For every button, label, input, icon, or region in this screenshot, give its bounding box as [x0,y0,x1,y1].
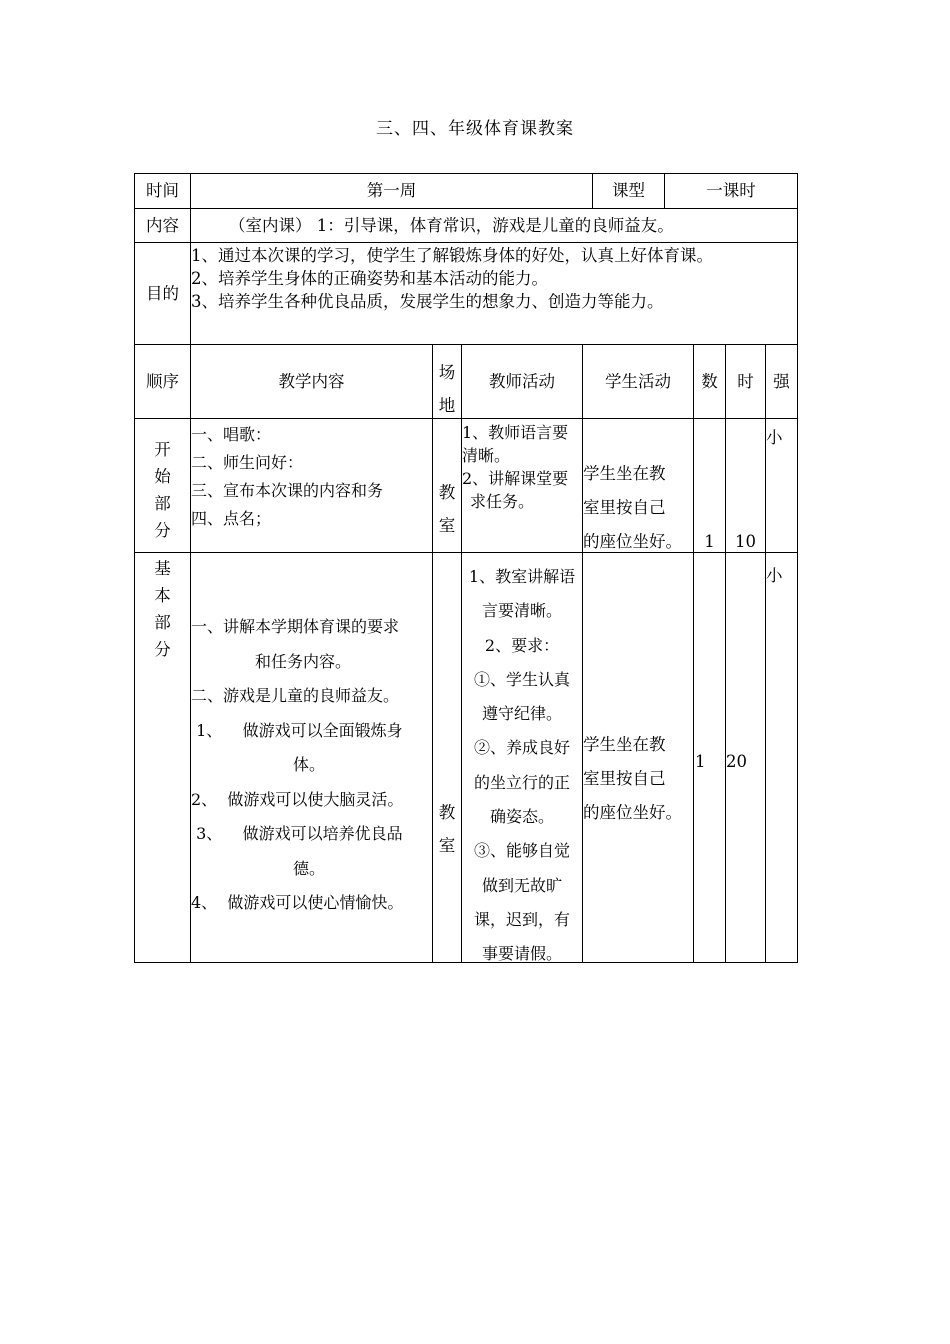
list-item: 室里按自己 [583,769,666,788]
table-row-main-student [583,728,693,830]
list-item: 的座位坐好。 [583,803,682,822]
list-item: 事要请假。 [481,944,562,964]
list-item: 学生坐在教 [583,735,666,754]
col-divider-venue [432,344,433,963]
list-item: 遵守纪律。 [481,704,562,724]
table-row-main-teacher [462,560,582,972]
list-item: 和任务内容。 [255,651,352,671]
table-row-start-order [135,436,190,544]
list-item: 做到无故旷 [481,875,562,895]
list-item: ②、养成良好 [473,738,570,758]
table-border-right [797,173,798,963]
table-row-main-intensity: 小 [766,566,783,585]
goal-item: 2、培养学生身体的正确姿势和基本活动的能力。 [191,269,548,288]
row-divider-content [134,242,798,243]
col-divider-count [693,344,694,963]
table-row-start-student [583,457,693,559]
list-item: 2、要求： [484,635,560,655]
col-header-student: 学生活动 [605,371,671,391]
table-row-main-venue [433,796,461,862]
row-divider-header [134,418,798,419]
table-row-main-time: 20 [726,752,747,771]
list-item: 2、 做游戏可以使大脑灵活。 [191,789,404,809]
list-item: 二、游戏是儿童的良师益友。 [191,686,400,705]
list-item: ③、能够自觉 [473,841,570,861]
list-item: 确姿态。 [489,807,554,827]
list-item: 1、 做游戏可以全面锻炼身 [191,720,403,740]
lesson-type-label: 课型 [612,181,645,200]
goal-item: 3、培养学生各种优良品质，发展学生的想象力、创造力等能力。 [191,292,664,311]
content-label: 内容 [146,215,179,235]
order-char: 部 [154,494,171,513]
venue-char: 室 [438,836,456,855]
list-item: 一、讲解本学期体育课的要求 [191,617,400,636]
list-item: 一、唱歌： [191,425,272,444]
table-row-main-content [191,610,432,921]
list-item: 二、师生问好： [191,453,304,472]
col-header-teacher: 教师活动 [489,371,555,391]
list-item: 室里按自己 [583,498,666,517]
table-row-start-count: 1 [704,532,715,551]
list-item: 体。 [293,755,326,774]
list-item: 学生坐在教 [583,464,666,483]
list-item: 4、 做游戏可以使心情愉快。 [191,893,404,912]
col-header-venue-char: 场 [438,363,456,382]
table-row-start-intensity: 小 [766,428,783,447]
list-item: 课，迟到，有 [473,909,570,929]
table-row-start-teacher [462,421,582,513]
table-row-start-time: 10 [735,532,756,551]
list-item: 言要清晰。 [481,601,562,621]
order-char: 分 [154,521,171,540]
col-header-order: 顺序 [146,371,179,391]
list-item: 的座位坐好。 [583,532,682,551]
list-item: 四、点名； [191,509,272,528]
list-item: 3、 做游戏可以培养优良品 [191,824,403,843]
table-row-main-order [135,555,190,663]
goal-list [191,246,797,312]
list-item: 1、教室讲解语 [468,567,576,586]
time-value: 第一周 [366,181,417,200]
table-row-main-count: 1 [695,752,706,771]
list-item: 求任务。 [470,492,535,511]
list-item: 1、教师语言要 [462,423,569,442]
col-header-intensity: 强 [773,371,790,391]
venue-char: 室 [438,516,456,535]
table-row-start-content [191,421,432,533]
venue-char: 教 [438,483,456,502]
lesson-type-value: 一课时 [706,181,756,200]
col-divider-student [582,344,583,963]
list-item: 清晰。 [462,446,511,465]
list-item: 的坐立行的正 [473,772,570,792]
list-item: 三、宣布本次课的内容和务 [191,481,384,500]
list-item: ①、学生认真 [473,669,570,689]
col-header-venue-char: 地 [438,396,456,415]
list-item: 2、讲解课堂要 [462,469,569,488]
goal-item: 1、通过本次课的学习，使学生了解锻炼身体的好处，认真上好体育课。 [191,246,713,265]
order-char: 部 [154,613,171,632]
goal-label: 目的 [146,283,179,303]
order-char: 分 [154,640,171,659]
page-title: 三、四、年级体育课教案 [376,119,574,139]
table-row-start-venue [433,476,461,542]
col-header-venue [433,356,461,422]
col-header-count: 数 [701,371,718,391]
order-char: 始 [154,467,171,486]
col-divider-time [725,344,726,963]
order-char: 开 [154,440,171,459]
order-char: 基 [154,559,171,578]
order-char: 本 [154,586,171,605]
col-header-content: 教学内容 [278,371,345,391]
col-header-time: 时 [737,371,754,391]
list-item: 德。 [293,858,326,878]
venue-char: 教 [438,803,456,822]
lesson-plan-table [134,173,798,963]
row-divider-start [134,552,798,553]
content-value: （室内课） 1：引导课，体育常识，游戏是儿童的良师益友。 [229,215,674,235]
time-label: 时间 [146,181,179,200]
